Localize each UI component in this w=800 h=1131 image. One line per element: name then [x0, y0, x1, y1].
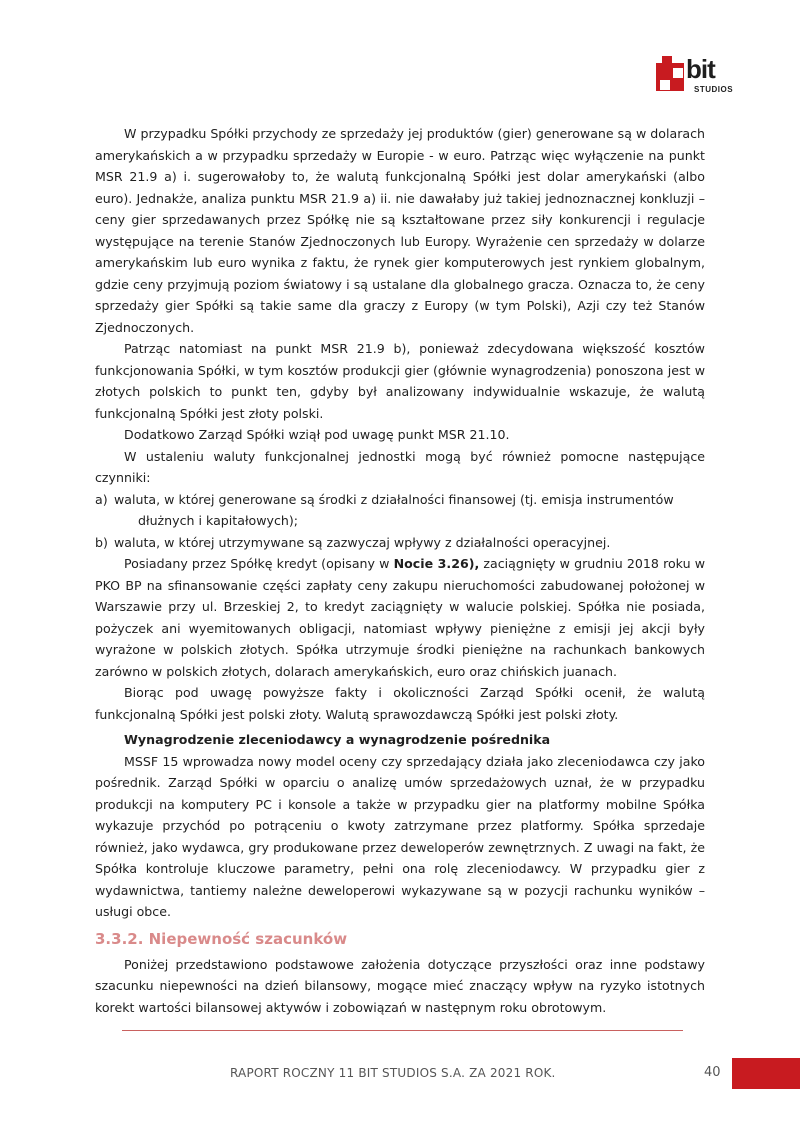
list-item [95, 532, 705, 554]
paragraph: Biorąc pod uwagę powyższe fakty i okoliczności Zarząd Spółki ocenił, że walutą funkcjonalną Spółki jest polski złoty. Walutą sprawozdawczą Spółki jest polski złoty. [95, 685, 705, 722]
section-heading: 3.3.2. Niepewność szacunków [95, 929, 348, 948]
paragraph: MSSF 15 wprowadza nowy model oceny czy sprzedający działa jako zleceniodawca czy jako pośrednik. Zarząd Spółki w oparciu o analizę umów sprzedażowych uznał, że w przypadku produkcji na komputery PC i konsole a także w przypadku gier na platformy mobilne Spółka wykazuje przychód po potrąceniu o kwoty zatrzymane przez platformy. Spółka sprzedaje również, jako wydawca, gry produkowane przez deweloperów zewnętrznych. Z uwagi na fakt, że Spółka kontroluje kluczowe parametry, pełni ona rolę zleceniodawcy. W przypadku gier z wydawnictwa, tantiemy należne deweloperowi wykazywane są w pozycji rachunku wyników – usługi obce. [95, 753, 705, 919]
list-item-line: dłużnych i kapitałowych); [138, 513, 299, 528]
subheading: Wynagrodzenie zleceniodawcy a wynagrodzenie pośrednika [124, 732, 551, 747]
logo-wordmark: bit [686, 54, 715, 84]
paragraph: Dodatkowo Zarząd Spółki wziął pod uwagę punkt MSR 21.10. [124, 427, 510, 442]
footer-title: RAPORT ROCZNY 11 BIT STUDIOS S.A. ZA 2021 ROK. [230, 1066, 556, 1080]
footer-accent-block [732, 1058, 800, 1089]
list-item-text [114, 489, 705, 532]
list-item-label: a) [95, 491, 108, 507]
list-item [95, 489, 705, 532]
footer-divider [122, 1030, 683, 1031]
list-item-text: waluta, w której utrzymywane są zazwyczaj wpływy z działalności operacyjnej. [114, 534, 611, 550]
paragraph-text: Posiadany przez Spółkę kredyt (opisany w [124, 556, 394, 571]
paragraph: Patrząc natomiast na punkt MSR 21.9 b), ponieważ zdecydowana większość kosztów funkcjonowania Spółki, w tym kosztów produkcji gier (głównie wynagrodzenia) ponoszona jest w złotych polskich to punkt ten, gdyby był analizowany indywidualnie wskazuje, że walutą funkcjonalną Spółki jest złoty polski. [95, 341, 705, 421]
note-reference: Nocie 3.26), [393, 556, 480, 571]
list-item-label: b) [95, 534, 108, 550]
paragraph: W przypadku Spółki przychody ze sprzedaży jej produktów (gier) generowane są w dolarach amerykańskich a w przypadku sprzedaży w Europie - w euro. Patrząc więc wyłączenie na punkt MSR 21.9 a) i. sugerowałoby to, że walutą funkcjonalną Spółki jest dolar amerykański (albo euro). Jednakże, analiza punktu MSR 21.9 a) ii. nie dawałaby już takiej jednoznacznej konkluzji – ceny gier sprzedawanych przez Spółkę nie są kształtowane przez siły konkurencji i regulacje występujące na terenie Stanów Zjednoczonych lub Europy. Wyrażenie cen sprzedaży w dolarze amerykańskim lub euro wynika z faktu, że rynek gier komputerowych jest rynkiem globalnym, gdzie ceny przyjmują poziom światowy i są ustalane dla globalnego gracza. Oznacza to, że ceny sprzedaży gier Spółki są takie same dla graczy z Europy (w tym Polski), Azji czy też Stanów Zjednoczonych. [95, 126, 705, 335]
logo-subtitle: STUDIOS [694, 85, 734, 94]
page-number: 40 [704, 1065, 721, 1080]
paragraph-text: zaciągnięty w grudniu 2018 roku w PKO BP na sfinansowanie części zapłaty ceny zakupu nieruchomości zabudowanej położonej w Warszawie przy ul. Brzeskiej 2, to kredyt zaciągnięty w walucie polskiej. Spółka nie posiada, pożyczek ani wyemitowanych obligacji, natomiast wpływy pieniężne z emisji jej akcji były wyrażone w polskich złotych. Spółka utrzymuje środki pieniężne na rachunkach bankowych zarówno w polskich złotych, dolarach amerykańskich, euro oraz chińskich juanach. [95, 556, 706, 679]
document-body [95, 123, 705, 1018]
paragraph: W ustaleniu waluty funkcjonalnej jednostki mogą być również pomocne następujące czynniki: [95, 448, 705, 485]
paragraph [95, 553, 705, 682]
paragraph: Poniżej przedstawiono podstawowe założenia dotyczące przyszłości oraz inne podstawy szacunku niepewności na dzień bilansowy, mogące mieć znaczący wpływ na ryzyko istotnych korekt wartości bilansowej aktywów i zobowiązań w następnym roku obrotowym. [95, 956, 705, 1015]
list-item-line: waluta, w której generowane są środki z działalności finansowej (tj. emisja instrumentów [114, 491, 674, 507]
